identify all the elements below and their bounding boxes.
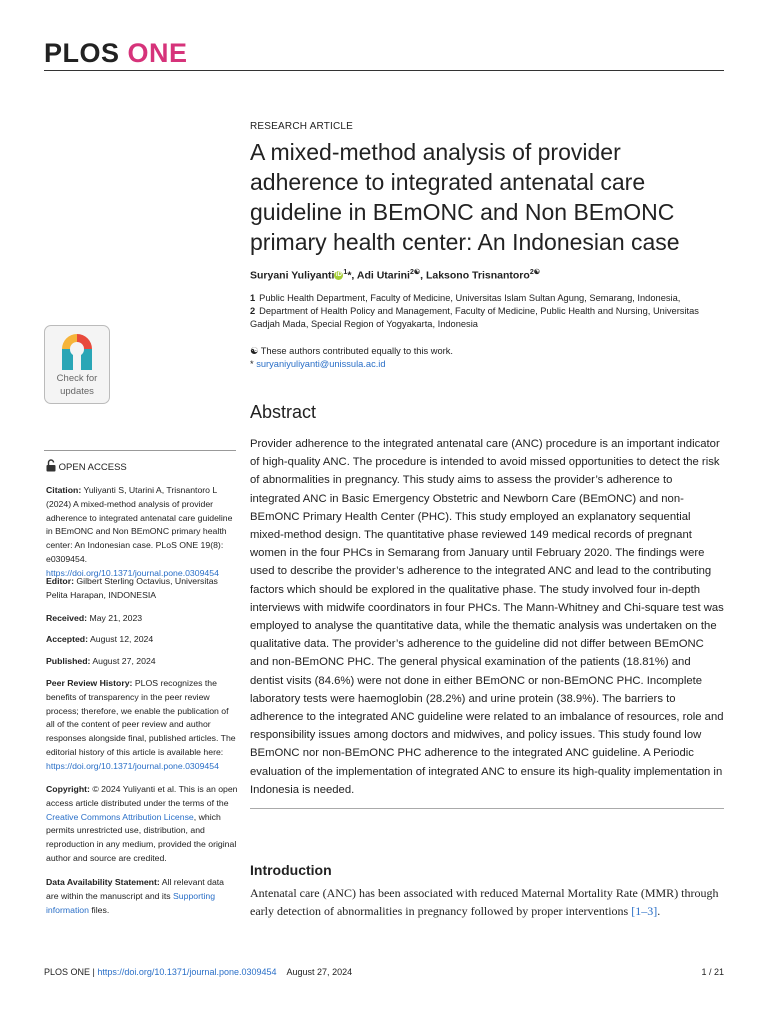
published-block <box>46 655 238 669</box>
abstract-divider <box>250 808 724 809</box>
footer-journal: PLOS ONE | <box>44 967 98 977</box>
author-3-affil: 2☯ <box>529 269 540 276</box>
check-for-updates-line2: updates <box>60 385 94 397</box>
header-divider <box>44 70 724 71</box>
accepted-block <box>46 633 238 647</box>
abstract-body: Provider adherence to the integrated antenatal care (ANC) procedure is an important indicator of high-quality ANC. The procedure is intended to avoid missed opportunities to detect the risk of abnormalities in pregnancy. This study aims to assess the provider’s adherence to integrated ANC in Basic Emergency Obstetric and Newborn Care (BEmONC) and non-BEmONC Primary Health Center (PHC). This study employed an explanatory sequential mixed-method design. The quantitative phase reviewed 149 medical records of pregnant women in the four PHCs in Semarang from January until February 2020. The findings were used to describe the provider’s adherence to the integrated ANC and lead to the contributing factors which should be explored in the qualitative phase. The study involved four in-depth interviews with midwife coordinators in four PHCs. The Mann-Whitney and Chi-square test was employed to analyse the quantitative data, while the thematic analysis was undertaken on the qualitative data. The provider’s adherence to the guideline did not differ between BEmONC and non-BEmONC PHC. The general physical examination of the patients (18.81%) and dentist visits (84.6%) were not done in either BEmONC or non-BEmONC PHC. Incomplete laboratory tests were haemoglobin (28.2%) and urine protein (38.9%). The barriers to adherence to the integrated ANC guideline were related to an imbalance of resources, role and responsibility issues among doctors and midwives, and policy issues. This study found low BEmONC nor non-BEmONC PHC adherence to the integrated ANC guideline. A Periodic evaluation of the implementation of integrated ANC to ensure its high-quality implementation in Indonesia is needed. <box>250 438 724 796</box>
abstract-heading: Abstract <box>250 402 317 422</box>
supporting-information-link[interactable]: Supporting information <box>46 890 216 915</box>
copyright-text-2: , which permits unrestricted use, distribution, and reproduction in any medium, provided the original author and source are credited. <box>46 811 237 863</box>
copyright-label: Copyright: <box>46 784 90 794</box>
orcid-icon[interactable]: iD <box>335 272 342 279</box>
crossmark-icon <box>60 332 94 372</box>
peer-review-label: Peer Review History: <box>46 678 133 688</box>
corresponding-email-line: * suryaniyuliyanti@unissula.ac.id <box>250 359 386 369</box>
footer-doi-link[interactable]: https://doi.org/10.1371/journal.pone.0309454 <box>97 967 277 977</box>
published-date: August 27, 2024 <box>92 656 156 666</box>
received-label: Received: <box>46 613 88 623</box>
received-date: May 21, 2023 <box>89 613 143 623</box>
data-availability-text: All relevant data are within the manuscript and its <box>46 877 225 901</box>
footer-date: August 27, 2024 <box>286 967 353 977</box>
check-for-updates-line1: Check for <box>56 373 98 384</box>
author-list <box>250 268 540 282</box>
introduction-body: Antenatal care (ANC) has been associated with reduced Maternal Mortality Rate (MMR) through early detection of abnormalities in pregnancy followed by proper interventions [1–3]. <box>250 886 719 918</box>
author-notes <box>250 345 725 371</box>
sidebar-divider <box>44 450 236 451</box>
page-number: 1 / 21 <box>701 967 724 977</box>
data-availability-label: Data Availability Statement: <box>46 877 160 887</box>
cc-license-link[interactable]: Creative Commons Attribution License <box>46 811 194 822</box>
unlock-icon <box>46 459 56 472</box>
author-2[interactable]: , Adi Utarini <box>351 269 410 282</box>
data-availability-block <box>46 876 238 917</box>
open-access <box>46 459 127 473</box>
peer-review-block <box>46 677 238 774</box>
data-availability-text-2: files. <box>88 904 110 915</box>
affiliation-1: 1 Public Health Department, Faculty of Medicine, Universitas Islam Sultan Agung, Semarang, Indonesia, <box>250 293 681 303</box>
logo-plos: PLOS <box>44 38 120 68</box>
journal-logo <box>44 38 188 69</box>
affiliation-2: 2 Department of Health Policy and Management, Faculty of Medicine, Public Health and Nursing, Universitas Gadjah Mada, Special Region of Yogyakarta, Indonesia <box>250 306 699 329</box>
citation-text: Yuliyanti S, Utarini A, Trisnantoro L (2024) A mixed-method analysis of provider adherence to integrated antenatal care guideline in BEmONC and Non BEmONC primary health center: An Indonesian case. PLoS ONE 19(8): e0309454. <box>46 485 233 564</box>
accepted-date: August 12, 2024 <box>89 634 154 644</box>
citation-label: Citation: <box>46 485 82 495</box>
author-1-corresponding: * <box>347 269 352 282</box>
citation-doi-link[interactable]: https://doi.org/10.1371/journal.pone.0309454 <box>46 567 219 578</box>
corresponding-email-link[interactable]: suryaniyuliyanti@unissula.ac.id <box>256 359 386 369</box>
received-block <box>46 612 238 626</box>
logo-one: ONE <box>127 38 188 68</box>
affiliations <box>250 292 725 331</box>
article-title: A mixed-method analysis of provider adherence to integrated antenatal care guideline in BEmONC and Non BEmONC primary health center: An Indonesian case <box>250 139 680 255</box>
copyright-text: © 2024 Yuliyanti et al. This is an open access article distributed under the terms of the <box>46 784 238 808</box>
published-label: Published: <box>46 656 91 666</box>
page-footer <box>44 967 352 977</box>
article-type: RESEARCH ARTICLE <box>250 121 354 132</box>
check-for-updates-badge[interactable] <box>44 325 110 404</box>
equal-contribution-note: ☯ These authors contributed equally to this work. <box>250 346 453 356</box>
author-3[interactable]: , Laksono Trisnantoro <box>420 269 530 282</box>
author-1-affil: 1 <box>343 269 348 276</box>
reference-link[interactable]: [1–3] <box>631 903 658 918</box>
author-2-affil: 2☯ <box>409 269 421 276</box>
author-1[interactable]: Suryani Yuliyanti <box>250 269 335 282</box>
copyright-block <box>46 783 238 866</box>
citation-block <box>46 484 238 581</box>
open-access-label: OPEN ACCESS <box>58 462 127 473</box>
editor-text: Gilbert Sterling Octavius, Universitas Pelita Harapan, INDONESIA <box>46 576 218 600</box>
peer-review-text: PLOS recognizes the benefits of transparency in the peer review process; therefore, we enable the publication of all of the content of peer review and author responses alongside final, published articles. The editorial history of this article is available here: <box>46 678 236 757</box>
peer-review-link[interactable]: https://doi.org/10.1371/journal.pone.0309454 <box>46 760 219 771</box>
introduction-heading: Introduction <box>250 862 332 878</box>
accepted-label: Accepted: <box>46 634 88 644</box>
editor-label: Editor: <box>46 576 74 586</box>
editor-block <box>46 575 238 603</box>
